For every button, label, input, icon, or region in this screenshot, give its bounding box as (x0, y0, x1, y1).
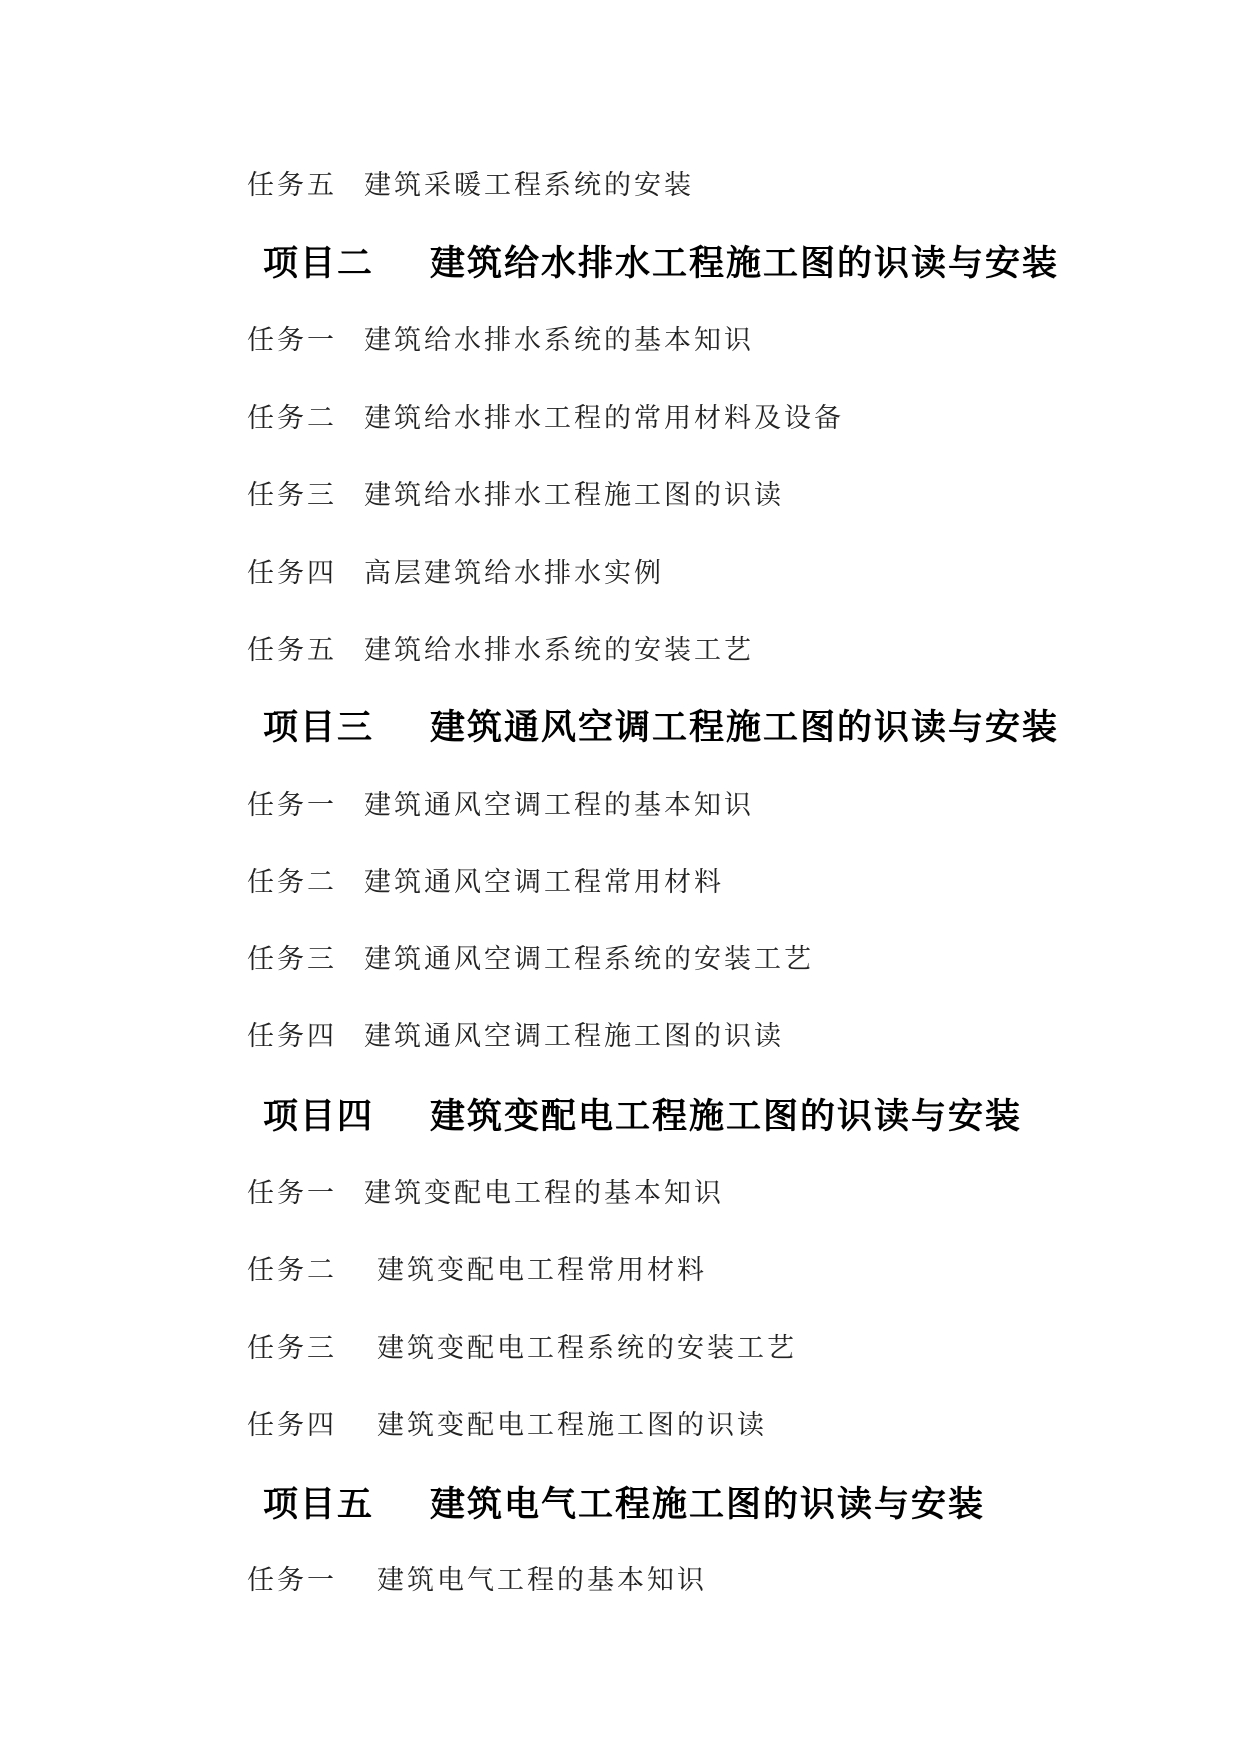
toc-task-line (247, 473, 784, 512)
task-title: 建筑通风空调工程常用材料 (364, 867, 724, 898)
task-number: 任务三 (247, 1333, 337, 1364)
project-number: 项目三 (263, 708, 375, 748)
project-title: 建筑变配电工程施工图的识读与安装 (430, 1097, 1023, 1137)
task-title: 高层建筑给水排水实例 (364, 558, 664, 589)
toc-task-line (247, 628, 754, 667)
task-number: 任务一 (247, 1178, 337, 1209)
toc-task-line (247, 1403, 767, 1442)
task-title: 建筑变配电工程常用材料 (377, 1255, 707, 1286)
task-number: 任务四 (247, 1410, 337, 1441)
task-number: 任务四 (247, 558, 337, 589)
toc-project-heading (263, 236, 1059, 286)
task-title: 建筑给水排水工程施工图的识读 (364, 480, 784, 511)
task-number: 任务二 (247, 867, 337, 898)
toc-task-line (247, 1014, 784, 1053)
task-number: 任务五 (247, 170, 337, 201)
task-number: 任务二 (247, 403, 337, 434)
toc-task-line (247, 860, 724, 899)
toc-task-line (247, 163, 694, 202)
project-title: 建筑电气工程施工图的识读与安装 (430, 1485, 986, 1525)
project-number: 项目五 (263, 1485, 375, 1525)
task-title: 建筑变配电工程的基本知识 (364, 1178, 724, 1209)
task-title: 建筑给水排水系统的安装工艺 (364, 635, 754, 666)
toc-task-line (247, 783, 754, 822)
task-number: 任务一 (247, 1565, 337, 1596)
task-title: 建筑采暖工程系统的安装 (364, 170, 694, 201)
task-title: 建筑变配电工程系统的安装工艺 (377, 1333, 797, 1364)
toc-task-line (247, 551, 664, 590)
toc-project-heading (263, 700, 1059, 750)
toc-task-line (247, 1326, 797, 1365)
task-number: 任务五 (247, 635, 337, 666)
toc-task-line (247, 396, 844, 435)
task-number: 任务一 (247, 325, 337, 356)
project-title: 建筑通风空调工程施工图的识读与安装 (430, 708, 1060, 748)
task-number: 任务三 (247, 944, 337, 975)
task-title: 建筑通风空调工程系统的安装工艺 (364, 944, 814, 975)
task-title: 建筑给水排水系统的基本知识 (364, 325, 754, 356)
toc-project-heading (263, 1477, 985, 1527)
toc-task-line (247, 318, 754, 357)
task-title: 建筑变配电工程施工图的识读 (377, 1410, 767, 1441)
task-title: 建筑通风空调工程的基本知识 (364, 790, 754, 821)
project-number: 项目二 (263, 244, 375, 284)
task-number: 任务一 (247, 790, 337, 821)
task-title: 建筑电气工程的基本知识 (377, 1565, 707, 1596)
task-title: 建筑通风空调工程施工图的识读 (364, 1021, 784, 1052)
toc-project-heading (263, 1089, 1022, 1139)
toc-task-line (247, 1248, 707, 1287)
task-number: 任务四 (247, 1021, 337, 1052)
toc-task-line (247, 1171, 724, 1210)
task-number: 任务二 (247, 1255, 337, 1286)
task-title: 建筑给水排水工程的常用材料及设备 (364, 403, 844, 434)
toc-task-line (247, 1558, 707, 1597)
project-title: 建筑给水排水工程施工图的识读与安装 (430, 244, 1060, 284)
task-number: 任务三 (247, 480, 337, 511)
toc-task-line (247, 937, 814, 976)
project-number: 项目四 (263, 1097, 375, 1137)
